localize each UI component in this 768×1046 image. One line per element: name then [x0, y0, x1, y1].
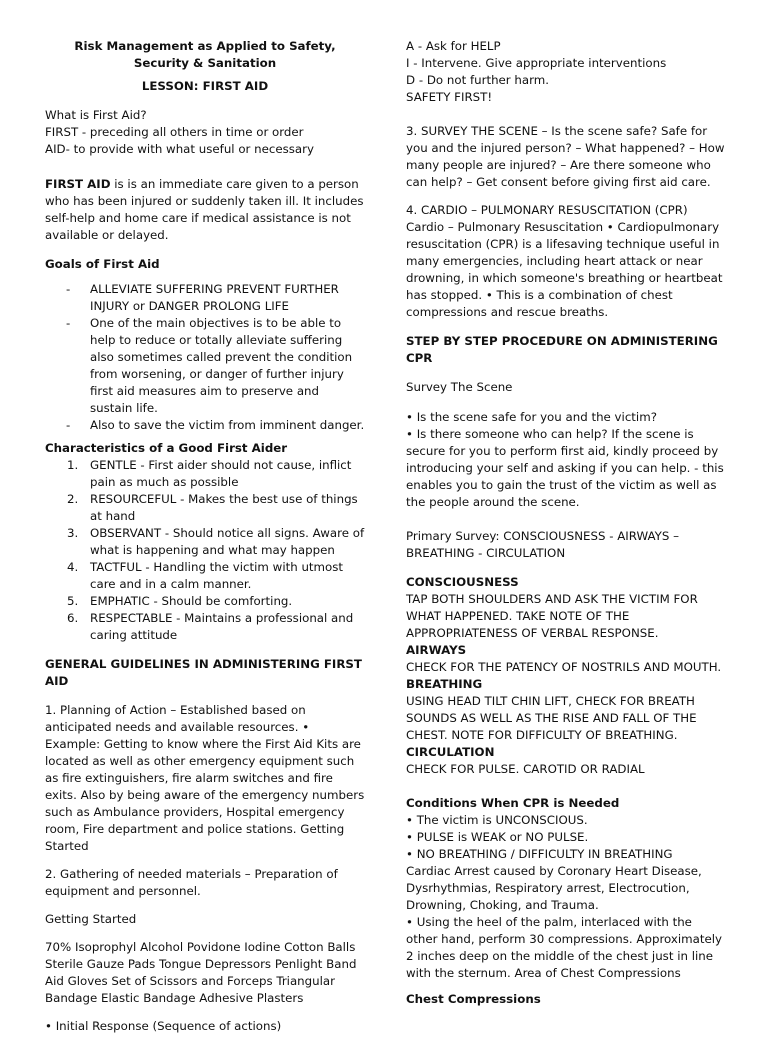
goal-item: - ALLEVIATE SUFFERING PREVENT FURTHER INJURY or DANGER PROLONG LIFE	[45, 281, 365, 315]
step-by-step-heading: STEP BY STEP PROCEDURE ON ADMINISTERING CPR	[406, 334, 718, 365]
breathing-heading: BREATHING	[406, 677, 483, 691]
right-column	[406, 38, 726, 1019]
definition-text: is is an immediate care given to a person who has been injured or suddenly taken ill. It includes self-help and home care if medical assistance is not available or delayed.	[45, 177, 364, 242]
characteristic-item: 2. RESOURCEFUL - Makes the best use of things at hand	[67, 492, 358, 523]
what-is-line: What is First Aid?	[45, 108, 147, 122]
goal-item: - Also to save the victim from imminent danger.	[45, 417, 365, 434]
survey-bullet: • Is there someone who can help? If the scene is secure for you to perform first aid, kindly proceed by introducing your self and asking if you can help. - this enables you to gain the trust of the victim as well as the people around the scene.	[406, 427, 724, 509]
chest-compressions-heading: Chest Compressions	[406, 992, 541, 1006]
materials-list: 70% Isoprophyl Alcohol Povidone Iodine Cotton Balls Sterile Gauze Pads Tongue Depressors Penlight Band Aid Gloves Set of Scissors and Forceps Triangular Bandage Elastic Bandage Adhesive Plasters	[45, 940, 357, 1005]
survey-bullets	[406, 409, 726, 511]
aid-line: A - Ask for HELP	[406, 39, 501, 53]
document-title: Risk Management as Applied to Safety, Security & Sanitation	[74, 39, 336, 70]
characteristics-heading: Characteristics of a Good First Aider	[45, 441, 288, 455]
circulation-text: CHECK FOR PULSE. CAROTID OR RADIAL	[406, 762, 645, 776]
survey-scene-heading: Survey The Scene	[406, 380, 513, 394]
definition-term: FIRST AID	[45, 177, 111, 191]
airways-heading: AIRWAYS	[406, 643, 467, 657]
getting-started-heading: Getting Started	[45, 912, 137, 926]
aid-line: I - Intervene. Give appropriate interventions	[406, 56, 667, 70]
what-is-first-aid	[45, 107, 365, 158]
characteristic-item: 1. GENTLE - First aider should not cause, inflict pain as much as possible	[67, 458, 352, 489]
characteristic-item: 4. TACTFUL - Handling the victim with utmost care and in a calm manner.	[67, 560, 344, 591]
goals-list	[45, 281, 365, 434]
guidelines-heading: GENERAL GUIDELINES IN ADMINISTERING FIRST AID	[45, 657, 362, 688]
cpr-conditions	[406, 795, 726, 982]
goal-item: - One of the main objectives is to be able to help to reduce or totally alleviate suffering also sometimes called prevent the condition from worsening, or danger of further injury first aid measures aim to preserve and sustain life.	[45, 315, 365, 417]
characteristics-list	[45, 457, 365, 644]
primary-survey: Primary Survey: CONSCIOUSNESS - AIRWAYS – BREATHING - CIRCULATION	[406, 529, 679, 560]
lesson-title: LESSON: FIRST AID	[141, 79, 269, 93]
condition-item: • The victim is UNCONSCIOUS.	[406, 813, 588, 827]
primary-survey-details	[406, 574, 726, 778]
consciousness-text: TAP BOTH SHOULDERS AND ASK THE VICTIM FOR WHAT HAPPENED. TAKE NOTE OF THE APPROPRIATENESS OF VERBAL RESPONSE.	[406, 592, 698, 640]
airways-text: CHECK FOR THE PATENCY OF NOSTRILS AND MOUTH.	[406, 660, 722, 674]
condition-item: • NO BREATHING / DIFFICULTY IN BREATHING	[406, 847, 673, 861]
characteristic-item: 3. OBSERVANT - Should notice all signs. Aware of what is happening and what may happen	[67, 526, 365, 557]
condition-item: Cardiac Arrest caused by Coronary Heart Disease, Dysrhythmias, Respiratory arrest, Electrocution, Drowning, Choking, and Trauma.	[406, 864, 702, 912]
conditions-heading: Conditions When CPR is Needed	[406, 796, 620, 810]
consciousness-heading: CONSCIOUSNESS	[406, 575, 519, 589]
aid-line: D - Do not further harm.	[406, 73, 549, 87]
initial-response: • Initial Response (Sequence of actions)	[45, 1019, 282, 1033]
aid-line: SAFETY FIRST!	[406, 90, 493, 104]
survey-bullet: • Is the scene safe for you and the victim?	[406, 410, 657, 424]
characteristic-item: 5. EMPHATIC - Should be comforting.	[67, 594, 293, 608]
survey-the-scene-step: 3. SURVEY THE SCENE – Is the scene safe? Safe for you and the injured person? – What happened? – How many people are injured? – Are there someone who can help? – Get consent before giving first aid care.	[406, 124, 725, 189]
first-aid-definition	[45, 176, 365, 244]
condition-item: • PULSE is WEAK or NO PULSE.	[406, 830, 589, 844]
aid-acronym	[406, 38, 726, 106]
left-column	[45, 38, 365, 1046]
what-is-line: FIRST - preceding all others in time or order	[45, 125, 304, 139]
circulation-heading: CIRCULATION	[406, 745, 495, 759]
cpr-step: 4. CARDIO – PULMONARY RESUSCITATION (CPR) Cardio – Pulmonary Resuscitation • Cardiopulmonary resuscitation (CPR) is a lifesaving technique useful in many emergencies, including heart attack or near drowning, in which someone's breathing or heartbeat has stopped. • This is a combination of chest compressions and rescue breaths.	[406, 203, 723, 319]
goals-heading: Goals of First Aid	[45, 257, 160, 271]
guideline-planning: 1. Planning of Action – Established based on anticipated needs and available resources. • Example: Getting to know where the First Aid Kits are located as well as other emergency equipment such as fire extinguishers, fire alarm switches and fire exits. Also by being aware of the emergency numbers such as Ambulance providers, Hospital emergency room, Fire department and police stations. Getting Started	[45, 703, 365, 853]
condition-item: • Using the heel of the palm, interlaced with the other hand, perform 30 compressions. Approximately 2 inches deep on the middle of the chest just in line with the sternum. Area of Chest Compressions	[406, 915, 723, 980]
guideline-gathering: 2. Gathering of needed materials – Preparation of equipment and personnel.	[45, 867, 338, 898]
characteristic-item: 6. RESPECTABLE - Maintains a professional and caring attitude	[67, 611, 354, 642]
what-is-line: AID- to provide with what useful or necessary	[45, 142, 314, 156]
breathing-text: USING HEAD TILT CHIN LIFT, CHECK FOR BREATH SOUNDS AS WELL AS THE RISE AND FALL OF THE CHEST. NOTE FOR DIFFICULTY OF BREATHING.	[406, 694, 697, 742]
